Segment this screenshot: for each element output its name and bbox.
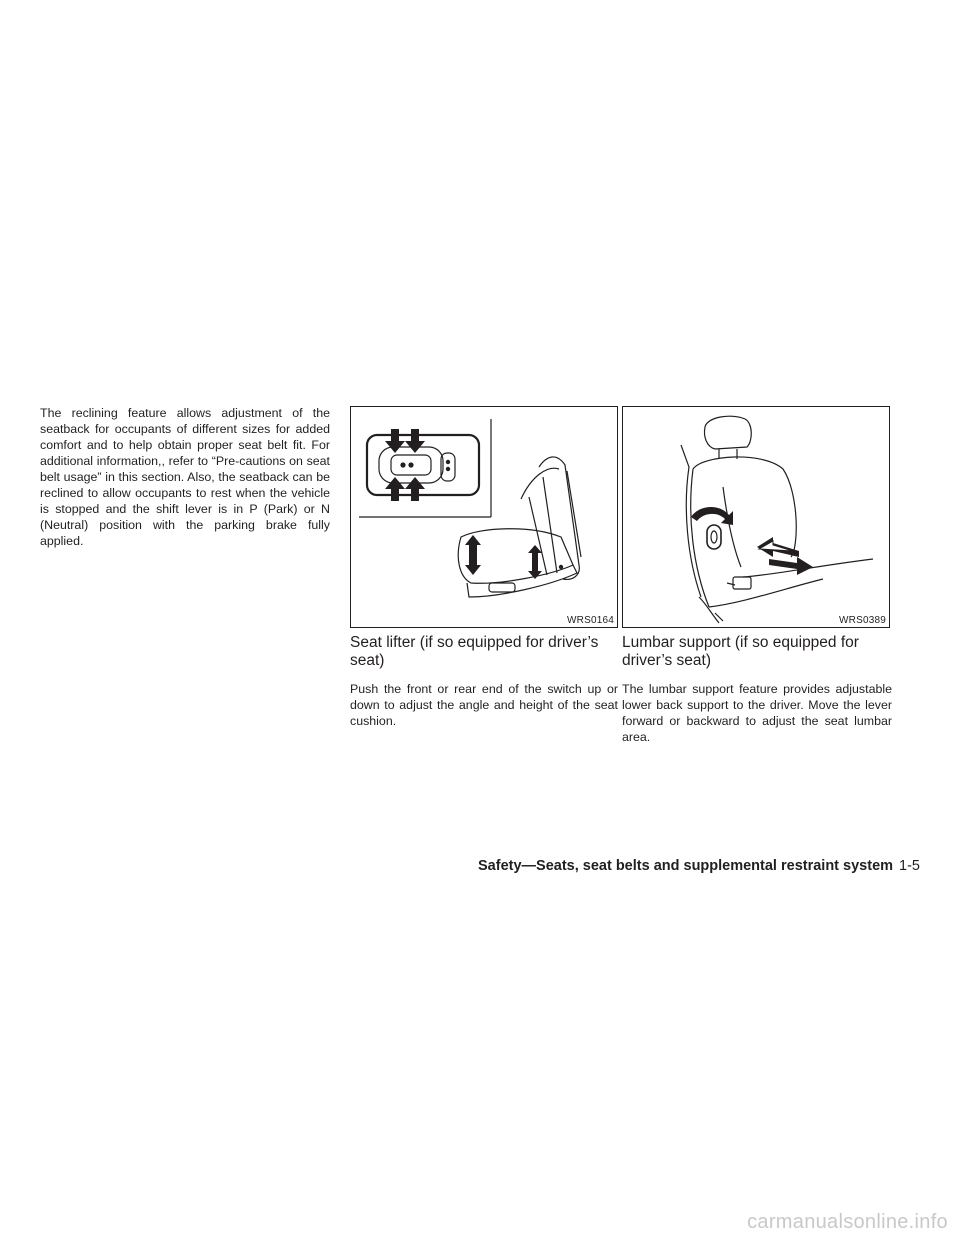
- section-heading-seat-lifter: Seat lifter (if so equipped for driver’s seat): [350, 634, 599, 669]
- page-number: 1-5: [899, 858, 920, 874]
- footer-section-title: Safety—Seats, seat belts and supplemental restraint system: [478, 858, 894, 874]
- watermark: carmanualsonline.info: [747, 1211, 948, 1233]
- section-body-seat-lifter: Push the front or rear end of the switch up or down to adjust the angle and height of the seat cushion.: [350, 682, 618, 728]
- lumbar-support-drawing: [623, 407, 891, 629]
- section-heading-lumbar-support: Lumbar support (if so equipped for driver’s seat): [622, 634, 859, 669]
- figure-code: WRS0389: [839, 615, 886, 626]
- seat-lifter-drawing: [351, 407, 619, 629]
- figure-code: WRS0164: [567, 615, 614, 626]
- section-body-lumbar-support: The lumbar support feature provides adjustable lower back support to the driver. Move the lever forward or backward to adjust the seat lumbar area.: [622, 682, 892, 744]
- seat-lifter-illustration: [350, 406, 618, 628]
- page-footer: [440, 857, 920, 875]
- lumbar-support-illustration: [622, 406, 890, 628]
- intro-paragraph: The reclining feature allows adjustment of the seatback for occupants of different sizes for added comfort and to help obtain proper seat belt fit. For additional information,, refer to “Pre-cautions on seat belt usage” in this section. Also, the seatback can be reclined to allow occupants to rest when the vehicle is stopped and the shift lever is in P (Park) or N (Neutral) position with the parking brake fully applied.: [40, 406, 330, 548]
